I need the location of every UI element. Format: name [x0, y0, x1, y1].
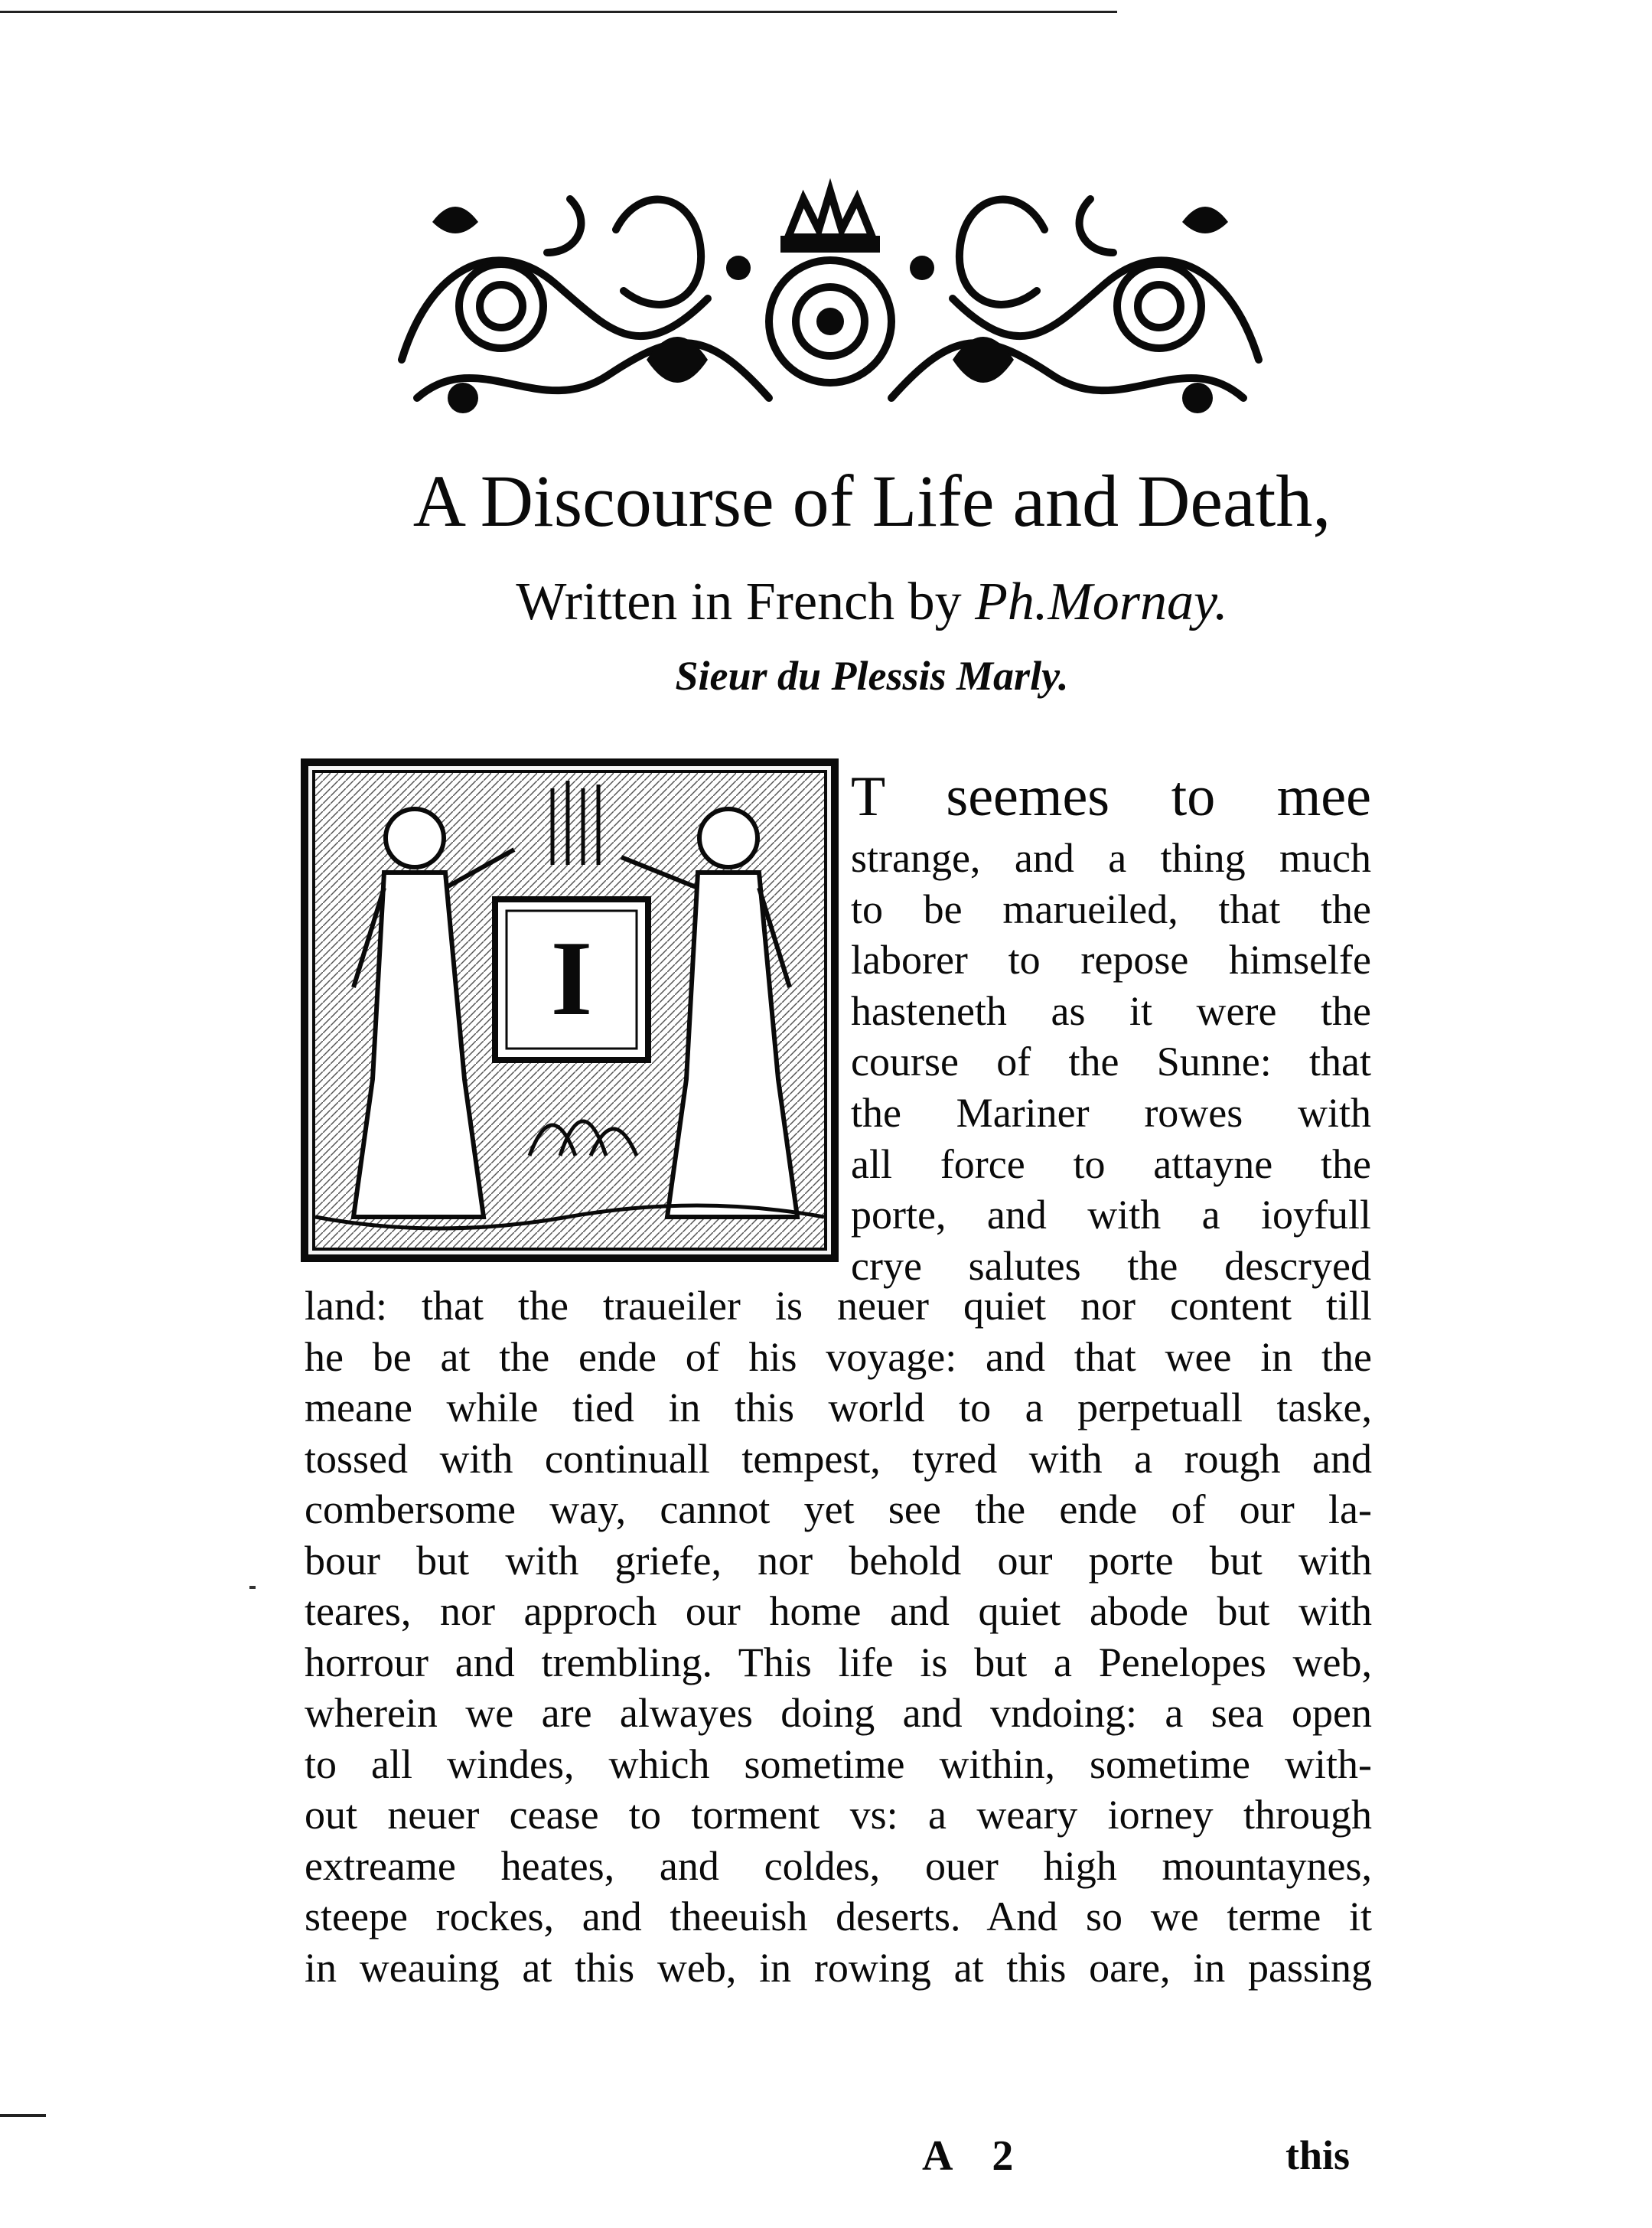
text-line: teares, nor approch our home and quiet abode but with	[305, 1588, 1372, 1634]
text-line: strange, and a thing much	[851, 835, 1371, 881]
body-text	[305, 1280, 1372, 1993]
title-byline	[0, 570, 1652, 634]
text-line: in weauing at this web, in rowing at this oare, in passing	[305, 1944, 1372, 1991]
text-line: steepe rockes, and theeuish deserts. And so we terme it	[305, 1894, 1372, 1939]
signature-mark: A 2	[922, 2132, 1029, 2180]
text-line: bour but with griefe, nor behold our porte but with	[305, 1537, 1372, 1584]
page-title: A Discourse of Life and Death,	[412, 460, 1331, 542]
text-line: combersome way, cannot yet see the ende of our la-	[305, 1486, 1372, 1532]
text-line: porte, and with a ioyfull	[851, 1192, 1371, 1238]
author-title: Sieur du Plessis Marly.	[675, 653, 1069, 699]
byline-prefix: Written in French by	[516, 572, 962, 631]
text-line: land: that the traueiler is neuer quiet nor content till	[305, 1283, 1372, 1329]
opening-paragraph-column	[851, 765, 1371, 1291]
text-line: crye salutes the descryed	[851, 1242, 1371, 1289]
text-line: hasteneth as it were the	[851, 987, 1371, 1034]
text-line: course of the Sunne: that	[851, 1039, 1371, 1085]
text-line: to all windes, which sometime within, sometime with-	[305, 1740, 1372, 1787]
text-line: wherein we are alwayes doing and vndoing: a sea open	[305, 1690, 1372, 1736]
text-line: all force to attayne the	[851, 1140, 1371, 1187]
ornamental-headpiece	[386, 168, 1274, 425]
text-line: tossed with continuall tempest, tyred with a rough and	[305, 1435, 1372, 1482]
text-line: the Mariner rowes with	[851, 1089, 1371, 1136]
woodcut-initial	[300, 758, 839, 1263]
initial-letter: I	[550, 919, 593, 1038]
scan-edge-rule	[0, 11, 1117, 13]
text-line: T seemes to mee	[851, 765, 1371, 828]
text-line: to be marueiled, that the	[851, 886, 1371, 932]
scan-edge-mark	[0, 2114, 46, 2117]
text-line: extreame heates, and coldes, ouer high mountaynes,	[305, 1842, 1372, 1889]
text-line: meane while tied in this world to a perpetuall taske,	[305, 1385, 1372, 1430]
catchword: this	[1285, 2132, 1351, 2178]
text-line: laborer to repose himselfe	[851, 937, 1371, 984]
text-line: horrour and trembling. This life is but a Penelopes web,	[305, 1639, 1372, 1685]
text-line: out neuer cease to torment vs: a weary iorney through	[305, 1792, 1372, 1838]
author-name: Ph.Mornay.	[975, 572, 1228, 631]
text-line: he be at the ende of his voyage: and that wee in the	[305, 1333, 1372, 1380]
scan-speck	[249, 1586, 256, 1589]
